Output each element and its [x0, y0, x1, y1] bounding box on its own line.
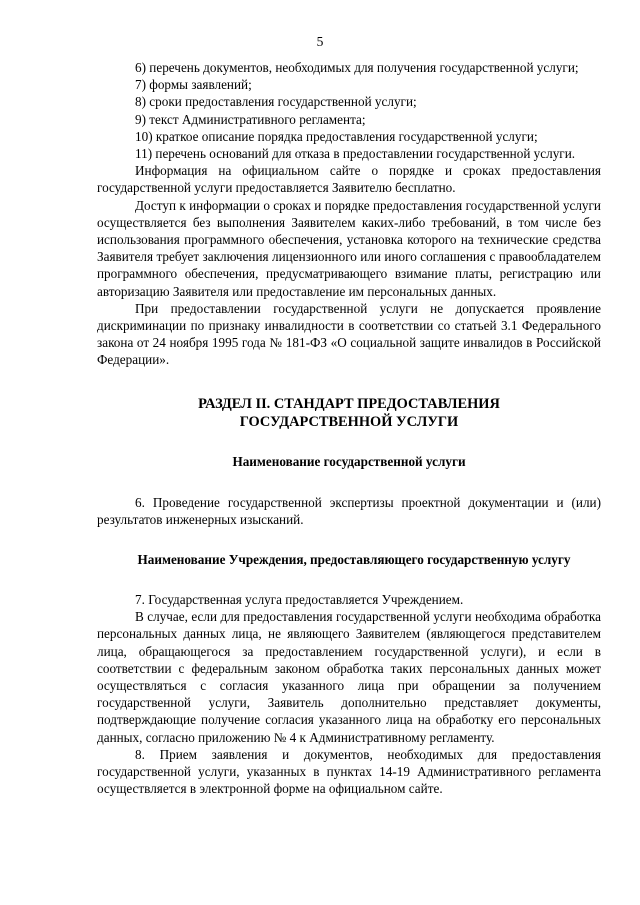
list-item-9: 9) текст Административного регламента; — [135, 111, 366, 127]
paragraph-access: Доступ к информации о сроках и порядке предоставления государственной услуги осуществляется без выполнения Заявителем каких-либо требований, в том числе без использования программного обеспечения, установка которого на технические средства Заявителя требует заключения лицензионного или иного соглашения с правообладателем программного обеспечения, предусматривающего взимание платы, регистрацию или авторизацию Заявителя или предоставление им персональных данных. — [97, 197, 601, 299]
list-item-10: 10) краткое описание порядка предоставления государственной услуги; — [135, 128, 538, 144]
paragraph-info-free: Информация на официальном сайте о порядке и сроках предоставления государственной услуги предоставляется Заявителю бесплатно. — [97, 163, 601, 196]
list-item-6: 6) перечень документов, необходимых для получения государственной услуги; — [135, 60, 579, 75]
paragraph-discrimination: При предоставлении государственной услуги не допускается проявление дискриминации по признаку инвалидности в соответствии со статьей 3.1 Федерального закона от 24 ноября 1995 года № 181-ФЗ «О социальной защите инвалидов в Российской Федерации». — [97, 300, 601, 368]
subheading-institution: Наименование Учреждения, предоставляющего государственную услугу — [137, 552, 571, 568]
page-number: 5 — [316, 34, 324, 49]
list-item-11: 11) перечень оснований для отказа в предоставлении государственной услуги. — [135, 146, 576, 162]
subheading-service-name: Наименование государственной услуги — [232, 453, 466, 469]
paragraph-8: 8. Прием заявления и документов, необходимых для предоставления государственной услуги, указанных в пунктах 14-19 Административного регламента осуществляется в электронной форме на официальном сайте. — [97, 746, 601, 797]
section-title-line1: РАЗДЕЛ II. СТАНДАРТ ПРЕДОСТАВЛЕНИЯ — [198, 395, 500, 412]
paragraph-7: 7. Государственная услуга предоставляется Учреждением. — [135, 592, 464, 608]
list-item-8: 8) сроки предоставления государственной услуги; — [135, 94, 417, 110]
list-item-7: 7) формы заявлений; — [135, 77, 252, 93]
paragraph-personal-data: В случае, если для предоставления государственной услуги необходима обработка персональных данных лица, не являющего Заявителем (являющегося представителем лица, обращающегося за предоставлением государственной услуги), и если в соответствии с федеральным законом обработка таких персональных данных может осуществляться с согласия указанного лица при обращении за получением государственной услуги, Заявитель дополнительно представляет документы, подтверждающие получение согласия указанного лица на обработку его персональных данных, согласно приложению № 4 к Административному регламенту. — [97, 609, 601, 745]
section-title-line2: ГОСУДАРСТВЕННОЙ УСЛУГИ — [239, 413, 459, 430]
paragraph-6: 6. Проведение государственной экспертизы проектной документации и (или) результатов инженерных изысканий. — [97, 494, 601, 527]
document-body — [97, 59, 601, 798]
